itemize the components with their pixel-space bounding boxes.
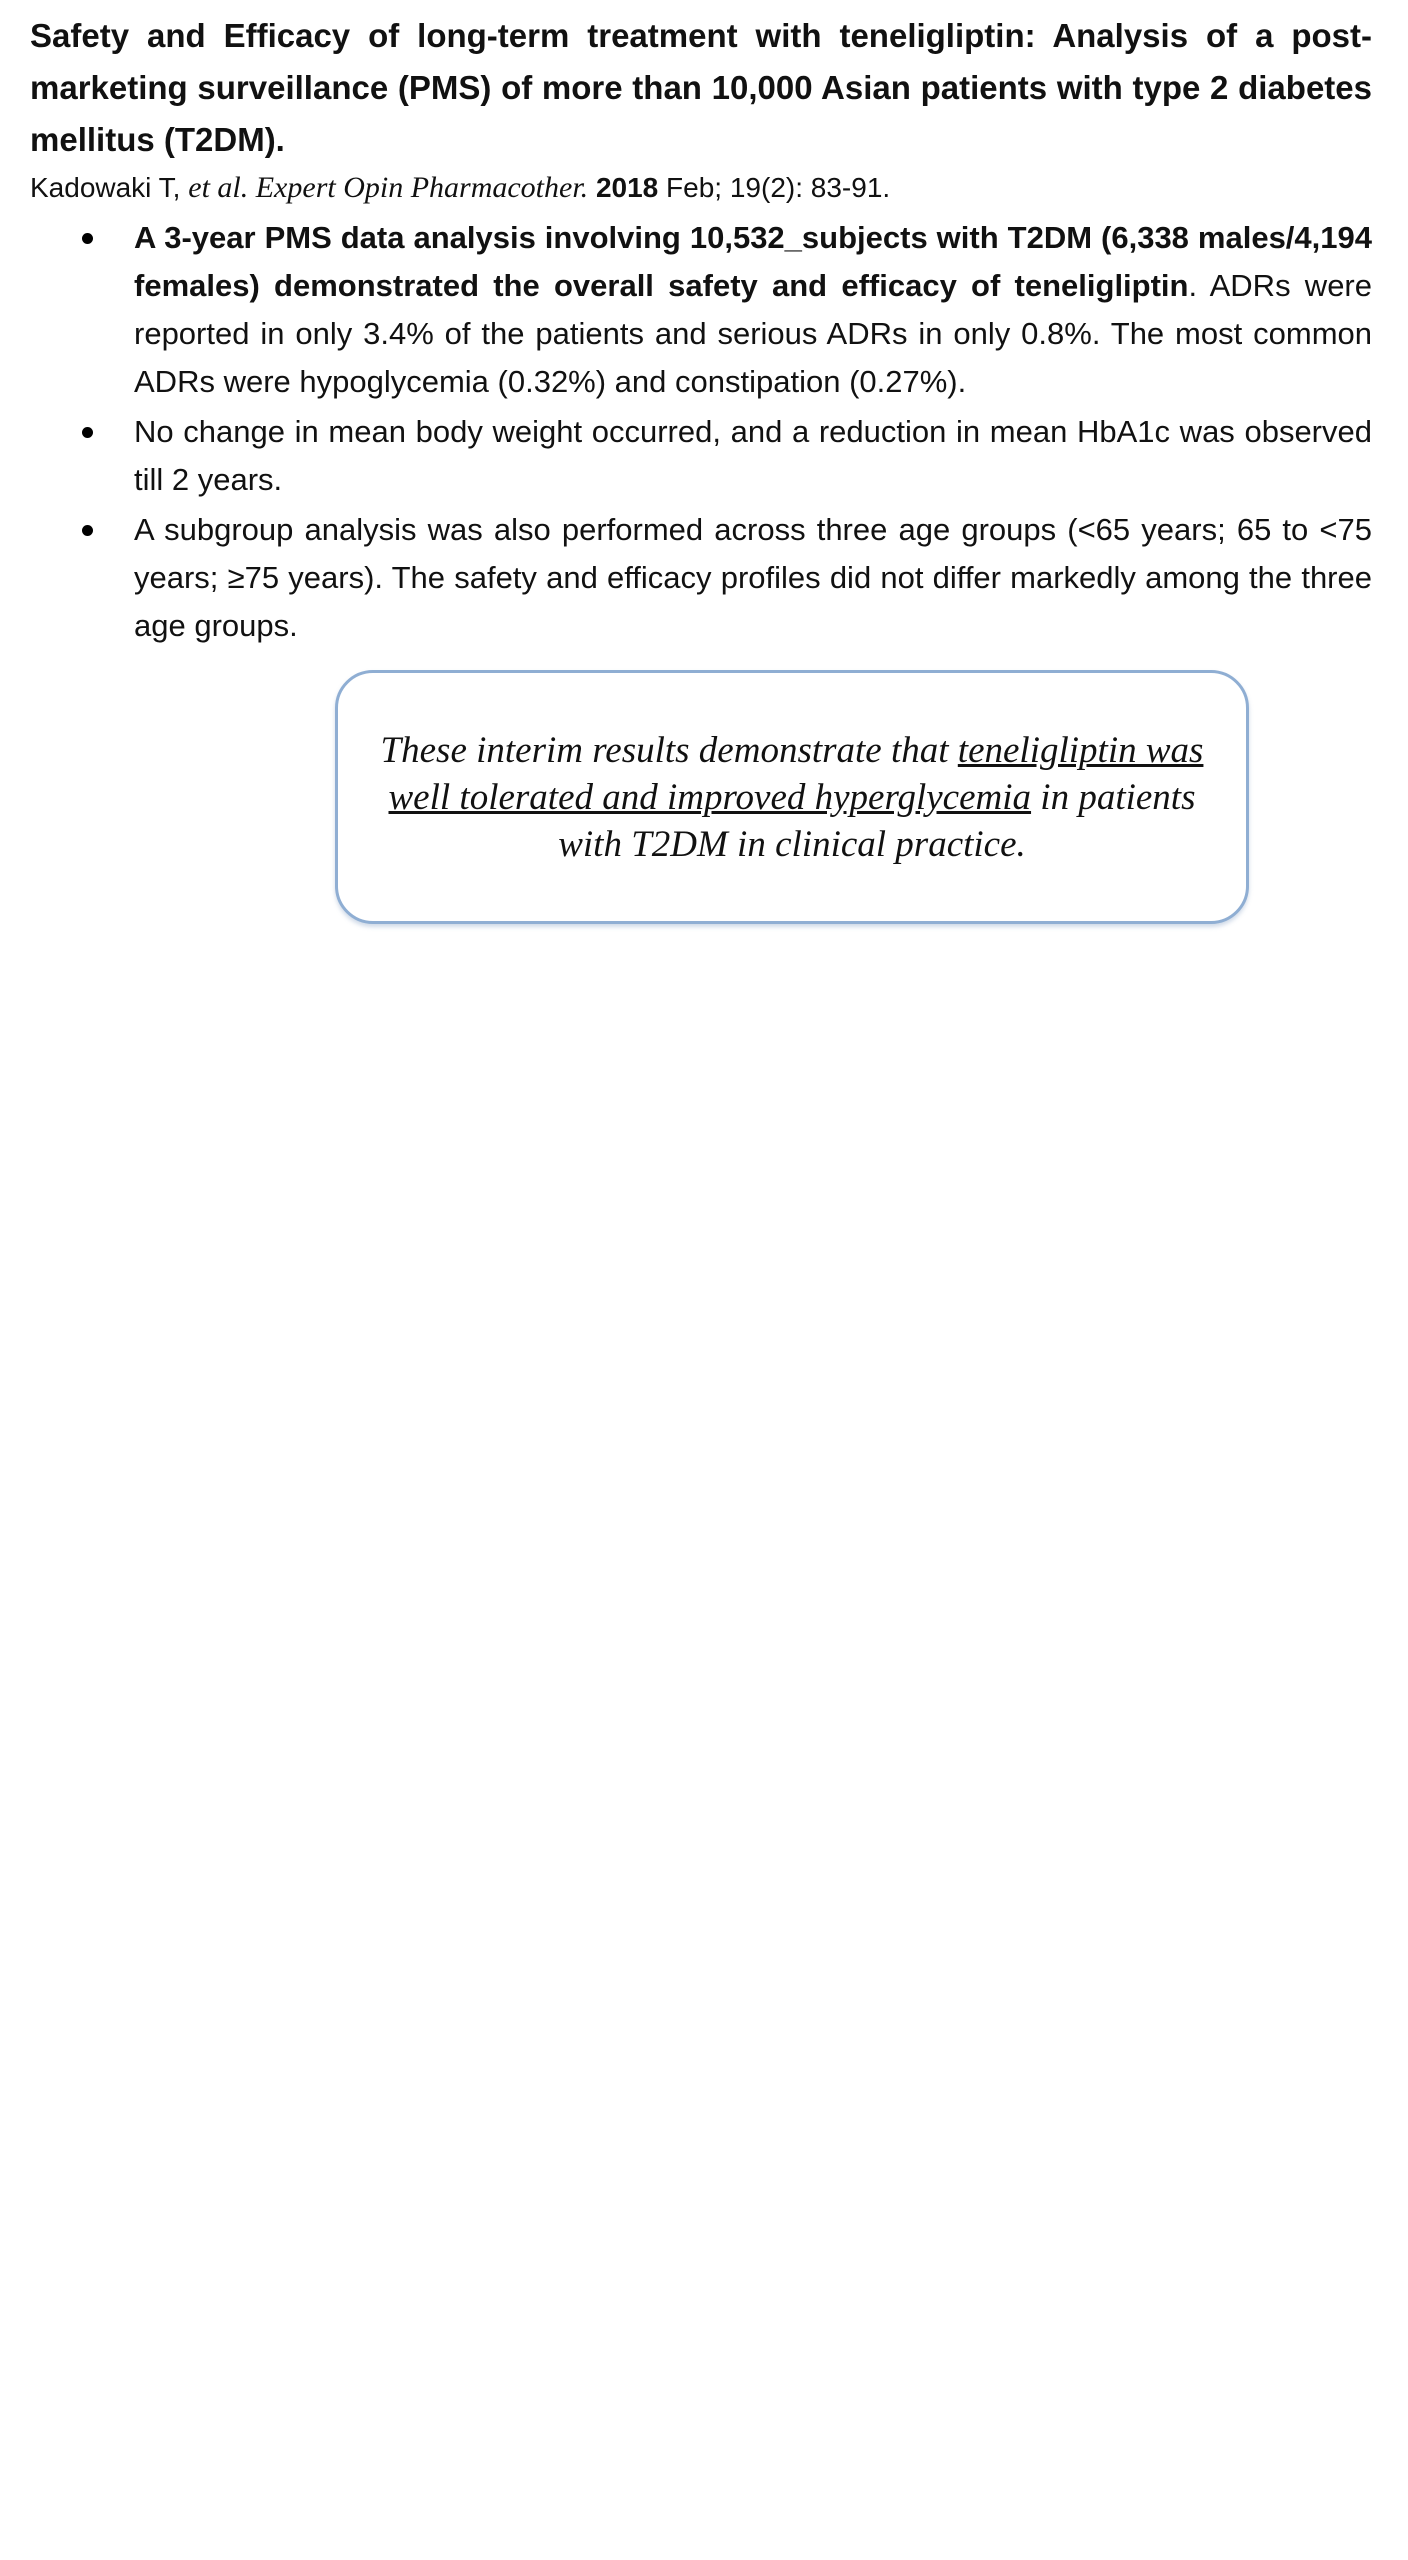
bullet-icon [82, 427, 93, 438]
conclusion-callout-box [335, 670, 1249, 924]
conclusion-emphasis: teneligliptin was well tolerated and improved hyperglycemia [388, 729, 1204, 818]
bullet-text: A subgroup analysis was also performed across three age groups (<65 years; 65 to <75 years; ≥75 years). The safety and efficacy profiles did not differ markedly among the three age groups. [134, 512, 1372, 643]
citation-year: 2018 [595, 172, 659, 203]
document-page [30, 10, 1372, 652]
citation-journal: et al. Expert Opin Pharmacother. [188, 171, 589, 204]
key-findings-list [30, 214, 1372, 650]
bullet-text: No change in mean body weight occurred, and a reduction in mean HbA1c was observed till 2 years. [134, 414, 1372, 497]
citation-authors: Kadowaki T, [30, 172, 189, 203]
conclusion-tail: in patients with T2DM in clinical practice. [558, 776, 1196, 865]
bullet-icon [82, 233, 93, 244]
list-item [30, 408, 1372, 504]
conclusion-lead: These interim results demonstrate that [380, 729, 958, 771]
list-item [30, 214, 1372, 406]
list-item [30, 506, 1372, 650]
bullet-icon [82, 525, 93, 536]
bullet-bold-text: A 3-year PMS data analysis involving 10,532_subjects with T2DM (6,338 males/4,194 females) demonstrated the overall safety and efficacy of teneligliptin [134, 220, 1372, 303]
document-title: Safety and Efficacy of long-term treatment with teneligliptin: Analysis of a post-marketing surveillance (PMS) of more than 10,000 Asian patients with type 2 diabetes mellitus (T2DM). [30, 17, 1372, 158]
bullet-text: . ADRs were reported in only 3.4% of the patients and serious ADRs in only 0.8%. The most common ADRs were hypoglycemia (0.32%) and constipation (0.27%). [134, 268, 1372, 399]
conclusion-text [378, 727, 1206, 868]
citation-details: Feb; 19(2): 83-91. [658, 172, 891, 203]
citation [30, 166, 1372, 210]
